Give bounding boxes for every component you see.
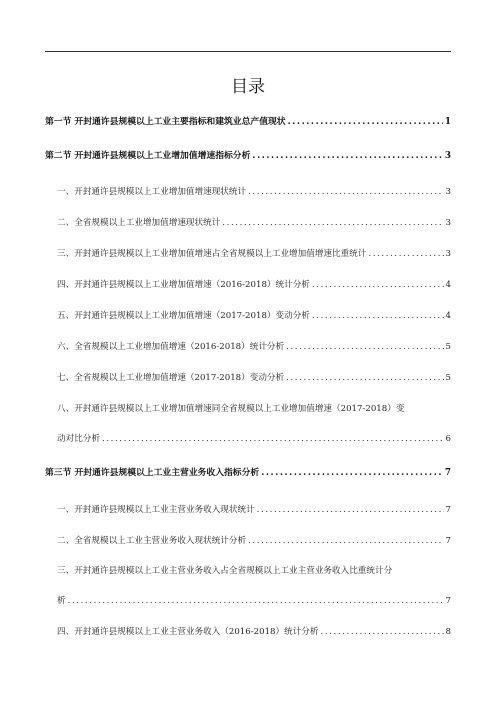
toc-leader-dots [252, 151, 442, 162]
toc-entry-page: 4 [445, 280, 451, 290]
toc-entry-page: 5 [445, 342, 451, 352]
toc-leader-dots [286, 342, 443, 353]
toc-entry-text: 三、开封通许县规模以上工业增加值增速占全省规模以上工业增加值增速比重统计 [57, 249, 367, 259]
toc-entry-text: 六、全省规模以上工业增加值增速（2016-2018）统计分析 [57, 342, 285, 352]
toc-entry-text: 一、开封通许县规模以上工业增加值增速现状统计 [57, 187, 247, 197]
toc-entry-text: 二、全省规模以上工业增加值增速现状统计 [57, 218, 221, 228]
toc-leader-dots [222, 218, 443, 229]
toc-leader-dots [68, 596, 444, 607]
toc-entry-page: 7 [445, 596, 451, 606]
toc-entry-text: 七、全省规模以上工业增加值增速（2017-2018）变动分析 [57, 373, 285, 383]
toc-entry[interactable] [57, 505, 451, 516]
toc-entry-text: 四、开封通许县规模以上工业主营业务收入（2016-2018）统计分析 [57, 627, 319, 637]
toc-leader-dots [248, 187, 443, 198]
toc-leader-dots [312, 311, 444, 322]
toc-entry-page: 1 [444, 117, 451, 127]
toc-entry[interactable] [57, 434, 451, 445]
toc-entry-text: 第一节 开封通许县规模以上工业主要指标和建筑业总产值现状 [45, 117, 286, 127]
toc-entry-text: 第三节 开封通许县规模以上工业主营业务收入指标分析 [45, 468, 260, 478]
toc-entry-page: 3 [445, 218, 451, 228]
toc-entry[interactable] [57, 249, 451, 260]
toc-leader-dots [248, 536, 443, 547]
toc-entry[interactable] [57, 218, 451, 229]
toc-entry-text: 二、全省规模以上工业主营业务收入现状统计分析 [57, 536, 247, 546]
toc-entry[interactable] [57, 187, 451, 198]
toc-entry[interactable] [57, 342, 451, 353]
toc-entry-page: 6 [445, 434, 451, 444]
toc-leader-dots [257, 505, 444, 516]
toc-entry[interactable] [45, 468, 451, 479]
toc-entry-page: 7 [444, 468, 451, 478]
toc-entry-page: 3 [444, 151, 451, 161]
toc-leader-dots [286, 373, 443, 384]
toc-entry-page: 8 [445, 627, 451, 637]
toc-entry-text-line1[interactable]: 八、开封通许县规模以上工业增加值增速同全省规模以上工业增加值增速（2017-2018）变 [57, 404, 405, 414]
toc-entry[interactable] [57, 627, 451, 638]
toc-title: 目录 [231, 77, 265, 97]
toc-entry[interactable] [57, 311, 451, 322]
toc-entry-text: 五、开封通许县规模以上工业增加值增速（2017-2018）变动分析 [57, 311, 310, 321]
toc-entry-page: 5 [445, 373, 451, 383]
toc-entry-page: 4 [445, 311, 451, 321]
toc-entry-text: 析 [57, 596, 66, 606]
toc-entry-text: 动对比分析 [57, 434, 100, 444]
toc-leader-dots [321, 627, 444, 638]
toc-entry-page: 7 [445, 505, 451, 515]
toc-leader-dots [312, 280, 444, 291]
toc-entry-text-line1[interactable]: 三、开封通许县规模以上工业主营业务收入占全省规模以上工业主营业务收入比重统计分 [57, 566, 393, 576]
toc-entry-page: 3 [445, 249, 451, 259]
toc-leader-dots [288, 117, 443, 128]
toc-entry-page: 7 [445, 536, 451, 546]
toc-entry[interactable] [57, 536, 451, 547]
toc-entry-text: 第二节 开封通许县规模以上工业增加值增速指标分析 [45, 151, 251, 161]
toc-entry-text: 一、开封通许县规模以上工业主营业务收入现状统计 [57, 505, 255, 515]
toc-entry[interactable] [45, 151, 451, 162]
toc-entry[interactable] [57, 596, 451, 607]
toc-entry-text: 四、开封通许县规模以上工业增加值增速（2016-2018）统计分析 [57, 280, 310, 290]
toc-entry-page: 3 [445, 187, 451, 197]
toc-entry[interactable] [57, 280, 451, 291]
toc-leader-dots [368, 249, 443, 260]
toc-leader-dots [102, 434, 444, 445]
toc-leader-dots [261, 468, 443, 479]
toc-entry[interactable] [57, 373, 451, 384]
header-rule [45, 51, 451, 52]
toc-entry[interactable] [45, 117, 451, 128]
